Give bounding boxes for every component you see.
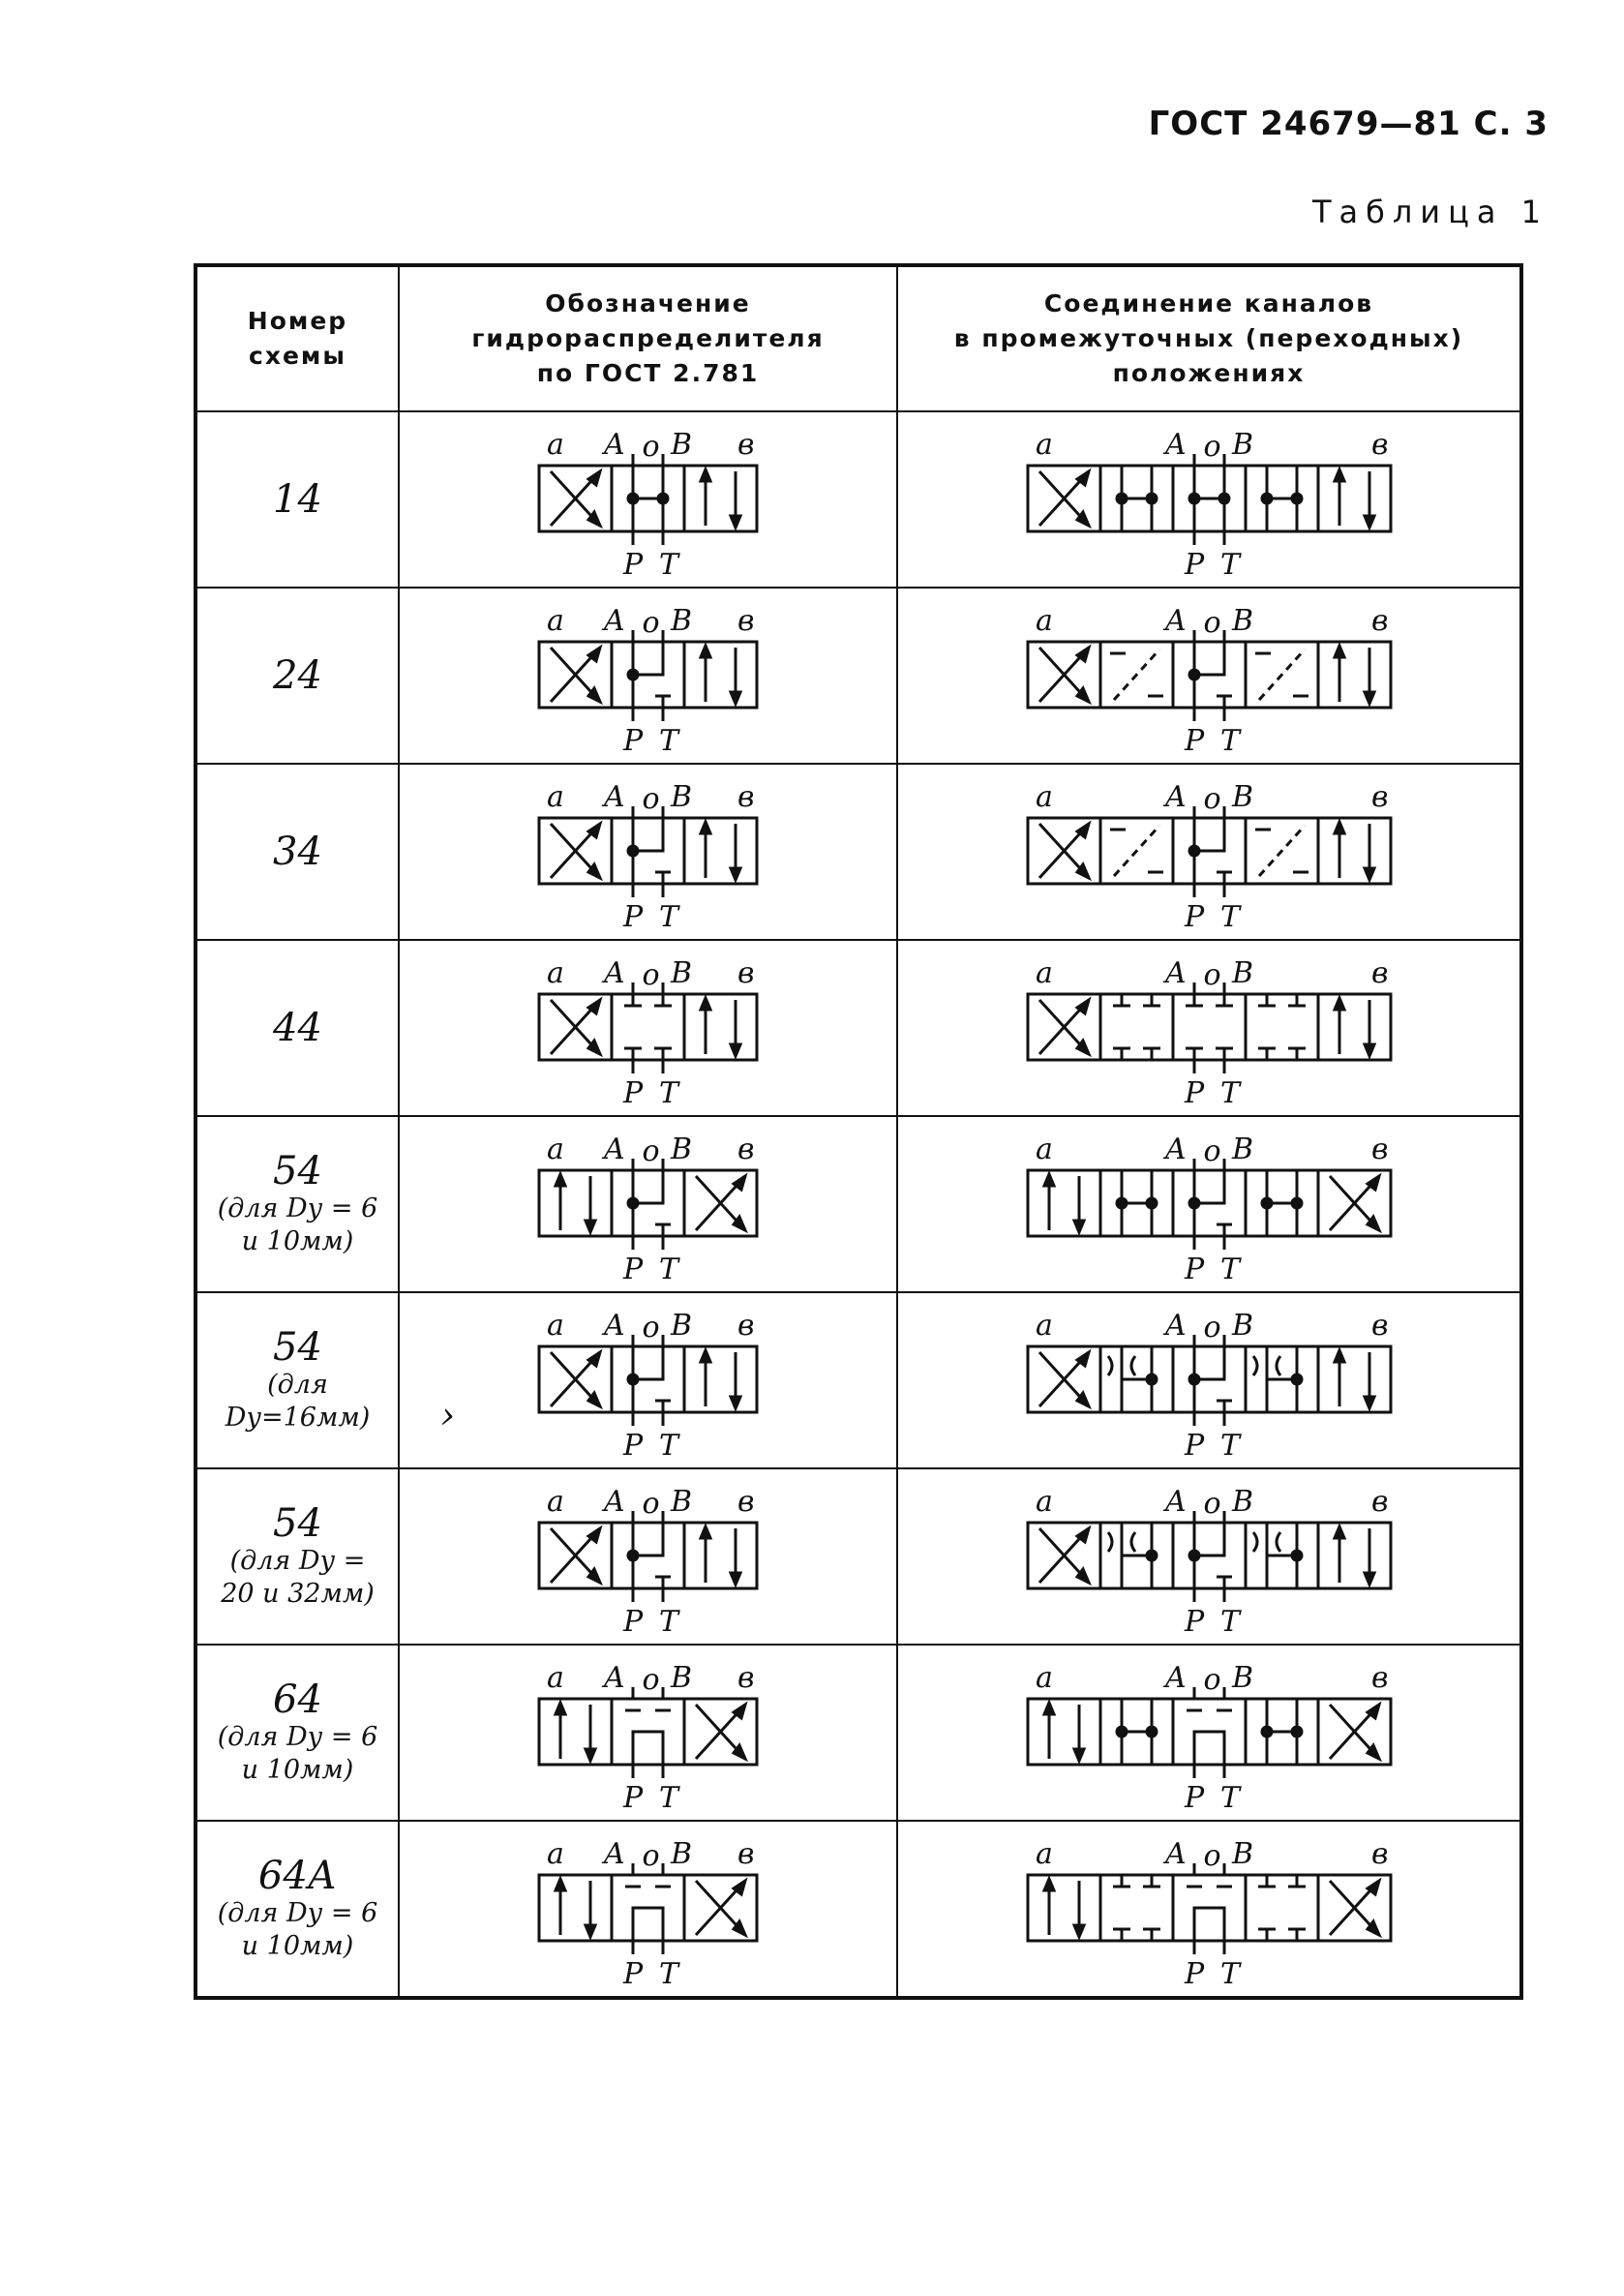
port-label: o — [1203, 1663, 1221, 1697]
port-label: в — [1370, 956, 1388, 990]
port-label: B — [1231, 1309, 1253, 1343]
scheme-note: (для Dу = 6 — [217, 1722, 378, 1752]
port-label: a — [547, 1837, 564, 1871]
intermediate-symbol — [1018, 1660, 1400, 1815]
designation-cell — [399, 411, 897, 588]
designation-symbol — [529, 427, 767, 582]
stray-mark: › — [440, 1394, 456, 1436]
scheme-number: 64 — [273, 1677, 322, 1722]
port-label: A — [604, 428, 625, 462]
port-label: B — [1231, 428, 1253, 462]
port-label: P — [623, 1429, 644, 1463]
port-label: A — [604, 956, 625, 990]
port-label: P — [1184, 1605, 1204, 1639]
port-label: B — [671, 604, 693, 638]
port-label: A — [1164, 1133, 1187, 1166]
scheme-number-cell — [195, 1645, 399, 1821]
scheme-note: (для Dу = 6 — [217, 1193, 378, 1224]
port-label: A — [604, 1133, 625, 1166]
scheme-note: и 10мм) — [241, 1755, 354, 1785]
scheme-note: и 10мм) — [241, 1931, 354, 1961]
designation-cell — [399, 1292, 897, 1468]
designation-symbol — [529, 603, 767, 758]
table-row — [195, 940, 1521, 1116]
port-label: T — [1219, 1605, 1240, 1639]
scheme-table — [194, 263, 1523, 2000]
designation-symbol — [529, 1132, 767, 1286]
port-label: в — [1370, 1837, 1388, 1871]
col-header-line: Номер — [247, 307, 348, 335]
port-label: в — [1370, 780, 1388, 814]
port-label: A — [1164, 780, 1187, 814]
port-label: A — [604, 1661, 625, 1695]
scheme-number-cell — [195, 1292, 399, 1468]
port-label: P — [623, 1605, 644, 1639]
designation-cell — [399, 940, 897, 1116]
port-label: o — [1203, 1311, 1221, 1344]
port-label: B — [1231, 1133, 1253, 1166]
designation-symbol — [529, 1660, 767, 1815]
port-label: T — [659, 724, 679, 758]
table-row — [195, 1821, 1521, 1998]
port-label: P — [1184, 724, 1204, 758]
designation-cell — [399, 764, 897, 940]
port-label: A — [1164, 604, 1187, 638]
port-label: a — [1035, 956, 1053, 990]
col-header-line: схемы — [249, 342, 346, 370]
port-label: A — [604, 1485, 625, 1519]
port-label: B — [671, 1661, 693, 1695]
col-header-number — [195, 265, 399, 411]
port-label: P — [1184, 1781, 1204, 1815]
intermediate-symbol — [1018, 427, 1400, 582]
port-label: o — [1203, 958, 1221, 992]
table-row — [195, 411, 1521, 588]
port-label: A — [1164, 1661, 1187, 1695]
port-label: B — [671, 780, 693, 814]
port-label: B — [671, 428, 693, 462]
port-label: a — [1035, 604, 1053, 638]
port-label: a — [1035, 428, 1053, 462]
port-label: T — [1219, 1253, 1240, 1286]
port-label: T — [659, 1605, 679, 1639]
port-label: o — [642, 782, 660, 816]
col-header-line: Обозначение — [545, 289, 751, 317]
scheme-number-cell — [195, 1821, 399, 1998]
port-label: A — [604, 1837, 625, 1871]
designation-cell — [399, 588, 897, 764]
port-label: A — [604, 780, 625, 814]
port-label: a — [547, 1661, 564, 1695]
table-row — [195, 1645, 1521, 1821]
port-label: a — [547, 956, 564, 990]
port-label: o — [1203, 1134, 1221, 1168]
port-label: T — [659, 1781, 679, 1815]
scheme-number: 34 — [273, 830, 322, 874]
scheme-number-cell — [195, 764, 399, 940]
port-label: a — [547, 1309, 564, 1343]
scheme-number: 54 — [273, 1325, 322, 1370]
port-label: в — [737, 956, 755, 990]
table-row — [195, 764, 1521, 940]
scheme-number: 44 — [273, 1006, 322, 1050]
port-label: B — [671, 1485, 693, 1519]
port-label: T — [659, 1429, 679, 1463]
port-label: в — [737, 1485, 755, 1519]
port-label: T — [1219, 1957, 1240, 1991]
port-label: A — [1164, 428, 1187, 462]
connection-cell — [897, 1821, 1521, 1998]
port-label: A — [1164, 956, 1187, 990]
port-label: T — [1219, 1076, 1240, 1110]
port-label: P — [1184, 1957, 1204, 1991]
intermediate-symbol — [1018, 1484, 1400, 1639]
table-header-row — [195, 265, 1521, 411]
port-label: a — [547, 1133, 564, 1166]
port-label: в — [737, 428, 755, 462]
scheme-number: 24 — [273, 653, 322, 698]
scheme-number-cell — [195, 411, 399, 588]
port-label: B — [1231, 956, 1253, 990]
port-label: P — [623, 548, 644, 582]
port-label: в — [1370, 1309, 1388, 1343]
port-label: a — [1035, 1309, 1053, 1343]
document-code: ГОСТ 24679—81 С. 3 — [1148, 105, 1549, 143]
port-label: a — [547, 780, 564, 814]
port-label: в — [737, 1837, 755, 1871]
port-label: T — [659, 900, 679, 934]
port-label: a — [547, 1485, 564, 1519]
port-label: P — [1184, 1429, 1204, 1463]
col-header-designation — [399, 265, 897, 411]
port-label: a — [1035, 1837, 1053, 1871]
port-label: в — [737, 1309, 755, 1343]
intermediate-symbol — [1018, 955, 1400, 1110]
connection-cell — [897, 764, 1521, 940]
scheme-number: 64А — [257, 1854, 338, 1898]
col-header-line: в промежуточных (переходных) — [953, 324, 1464, 352]
port-label: o — [1203, 1487, 1221, 1521]
port-label: T — [659, 1076, 679, 1110]
scheme-note: (для Dу = 6 — [217, 1898, 378, 1928]
port-label: o — [642, 1663, 660, 1697]
port-label: в — [737, 1133, 755, 1166]
port-label: T — [659, 548, 679, 582]
port-label: o — [1203, 606, 1221, 640]
port-label: o — [1203, 782, 1221, 816]
port-label: в — [737, 1661, 755, 1695]
port-label: o — [642, 430, 660, 464]
scheme-note: 20 и 32мм) — [221, 1579, 375, 1609]
intermediate-symbol — [1018, 1836, 1400, 1991]
port-label: в — [1370, 1661, 1388, 1695]
connection-cell — [897, 1468, 1521, 1645]
designation-cell — [399, 1116, 897, 1292]
port-label: P — [1184, 1253, 1204, 1286]
port-label: P — [1184, 548, 1204, 582]
scheme-note: (для Dу = — [229, 1546, 366, 1576]
designation-symbol — [529, 1484, 767, 1639]
port-label: a — [1035, 1485, 1053, 1519]
scheme-number-cell — [195, 588, 399, 764]
scheme-number-cell — [195, 1116, 399, 1292]
port-label: P — [623, 1253, 644, 1286]
port-label: B — [1231, 780, 1253, 814]
port-label: B — [1231, 1485, 1253, 1519]
port-label: T — [659, 1957, 679, 1991]
connection-cell — [897, 1645, 1521, 1821]
port-label: P — [1184, 1076, 1204, 1110]
port-label: P — [623, 1781, 644, 1815]
port-label: в — [737, 604, 755, 638]
port-label: T — [1219, 900, 1240, 934]
designation-cell — [399, 1645, 897, 1821]
port-label: a — [1035, 1133, 1053, 1166]
port-label: в — [1370, 604, 1388, 638]
port-label: в — [737, 780, 755, 814]
designation-symbol — [529, 779, 767, 934]
port-label: B — [1231, 1837, 1253, 1871]
designation-cell — [399, 1468, 897, 1645]
intermediate-symbol — [1018, 779, 1400, 934]
connection-cell — [897, 1292, 1521, 1468]
port-label: P — [623, 1957, 644, 1991]
col-header-line: гидрораспределителя — [471, 324, 825, 352]
port-label: o — [642, 1134, 660, 1168]
port-label: в — [1370, 1133, 1388, 1166]
port-label: a — [1035, 1661, 1053, 1695]
port-label: B — [1231, 1661, 1253, 1695]
col-header-connection — [897, 265, 1521, 411]
port-label: B — [671, 1133, 693, 1166]
port-label: A — [1164, 1309, 1187, 1343]
port-label: B — [671, 1837, 693, 1871]
table-row — [195, 1468, 1521, 1645]
port-label: B — [1231, 604, 1253, 638]
scheme-number-cell — [195, 940, 399, 1116]
port-label: T — [1219, 548, 1240, 582]
scheme-number: 54 — [273, 1501, 322, 1546]
port-label: T — [1219, 1429, 1240, 1463]
col-header-line: положениях — [1112, 359, 1306, 387]
port-label: B — [671, 956, 693, 990]
port-label: P — [623, 900, 644, 934]
intermediate-symbol — [1018, 1132, 1400, 1286]
designation-symbol — [529, 1308, 767, 1463]
table-caption: Таблица 1 — [1311, 194, 1549, 230]
port-label: T — [1219, 1781, 1240, 1815]
designation-cell — [399, 1821, 897, 1998]
port-label: A — [604, 604, 625, 638]
port-label: P — [623, 724, 644, 758]
port-label: в — [1370, 1485, 1388, 1519]
scheme-note: и 10мм) — [241, 1226, 354, 1256]
designation-symbol — [529, 955, 767, 1110]
port-label: в — [1370, 428, 1388, 462]
scheme-number-cell — [195, 1468, 399, 1645]
connection-cell — [897, 1116, 1521, 1292]
table-row — [195, 588, 1521, 764]
port-label: o — [642, 958, 660, 992]
col-header-line: по ГОСТ 2.781 — [536, 359, 760, 387]
port-label: o — [642, 1487, 660, 1521]
port-label: a — [547, 604, 564, 638]
col-header-line: Соединение каналов — [1043, 289, 1374, 317]
port-label: T — [1219, 724, 1240, 758]
port-label: a — [1035, 780, 1053, 814]
port-label: P — [623, 1076, 644, 1110]
port-label: o — [1203, 430, 1221, 464]
port-label: T — [659, 1253, 679, 1286]
port-label: o — [642, 1839, 660, 1873]
intermediate-symbol — [1018, 1308, 1400, 1463]
connection-cell — [897, 411, 1521, 588]
intermediate-symbol — [1018, 603, 1400, 758]
table-row — [195, 1116, 1521, 1292]
port-label: A — [1164, 1837, 1187, 1871]
port-label: o — [642, 606, 660, 640]
connection-cell — [897, 940, 1521, 1116]
table-row — [195, 1292, 1521, 1468]
port-label: P — [1184, 900, 1204, 934]
port-label: a — [547, 428, 564, 462]
port-label: A — [604, 1309, 625, 1343]
scheme-number: 14 — [273, 477, 322, 522]
port-label: o — [642, 1311, 660, 1344]
scheme-note: (для Dу=16мм) — [225, 1370, 371, 1433]
port-label: o — [1203, 1839, 1221, 1873]
port-label: A — [1164, 1485, 1187, 1519]
port-label: B — [671, 1309, 693, 1343]
scheme-number: 54 — [273, 1149, 322, 1193]
designation-symbol — [529, 1836, 767, 1991]
connection-cell — [897, 588, 1521, 764]
